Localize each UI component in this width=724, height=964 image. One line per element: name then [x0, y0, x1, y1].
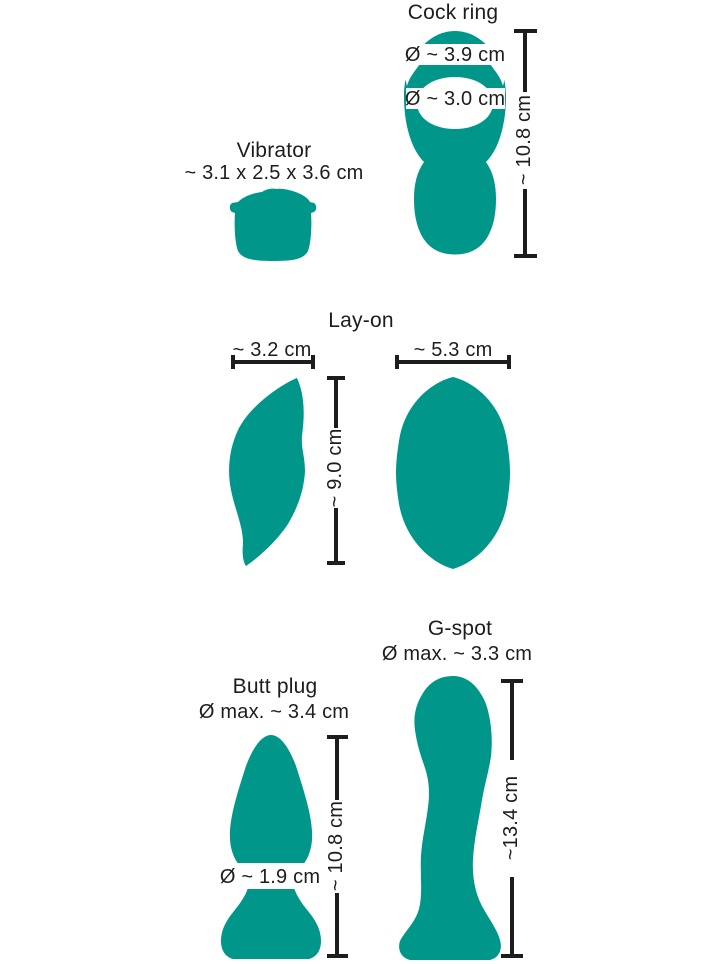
- lay-on-title: Lay-on: [328, 309, 394, 332]
- cock-ring-title: Cock ring: [407, 1, 499, 24]
- butt-plug-silhouette: [221, 735, 321, 959]
- lay-on-right-silhouette: [396, 377, 510, 569]
- butt-plug-title: Butt plug: [232, 675, 318, 698]
- g-spot-silhouette: [399, 676, 501, 960]
- butt-plug-length-label: ~ 10.8 cm: [325, 800, 347, 892]
- cock-ring-outer-diameter-label: Ø ~ 3.9 cm: [404, 44, 506, 66]
- vibrator-silhouette: [230, 189, 317, 261]
- g-spot-length-label: ~13.4 cm: [500, 775, 522, 861]
- lay-on-right-width-label: ~ 5.3 cm: [413, 339, 493, 361]
- lay-on-left-silhouette: [229, 378, 305, 566]
- vibrator-title: Vibrator: [236, 139, 312, 162]
- g-spot-title: G-spot: [427, 617, 493, 640]
- lay-on-height-label: ~ 9.0 cm: [324, 428, 346, 508]
- cock-ring-length-label: ~ 10.8 cm: [513, 94, 535, 186]
- butt-plug-max-diameter-label: Ø max. ~ 3.4 cm: [198, 701, 350, 723]
- vibrator-dimensions-label: ~ 3.1 x 2.5 x 3.6 cm: [184, 162, 364, 184]
- cock-ring-inner-diameter-label: Ø ~ 3.0 cm: [404, 88, 506, 110]
- lay-on-figure: [229, 355, 510, 569]
- vibrator-figure: [230, 189, 317, 261]
- lay-on-left-width-label: ~ 3.2 cm: [232, 339, 312, 361]
- g-spot-max-diameter-label: Ø max. ~ 3.3 cm: [381, 643, 533, 665]
- butt-plug-neck-diameter-label: Ø ~ 1.9 cm: [219, 866, 321, 888]
